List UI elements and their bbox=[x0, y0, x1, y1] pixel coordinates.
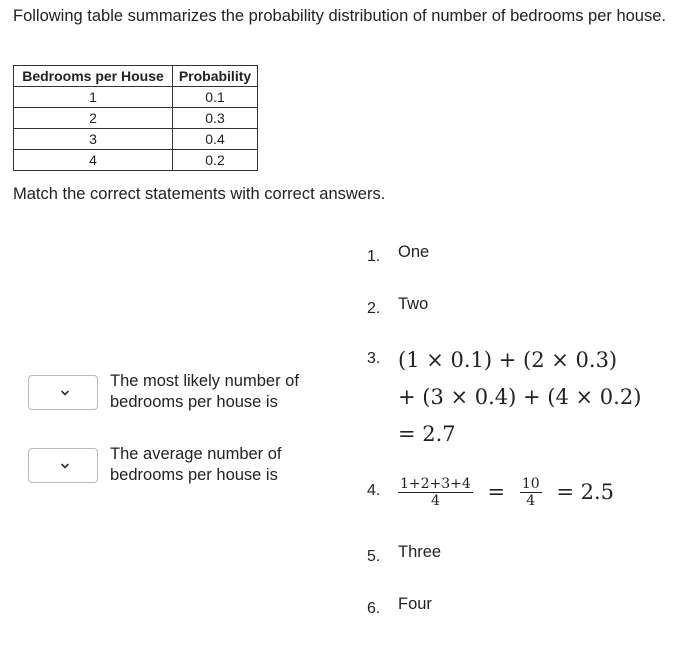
expression-line: = 2.7 bbox=[398, 422, 456, 446]
statement-average: The average number of bedrooms per house is bbox=[110, 445, 282, 484]
fraction-denominator: 4 bbox=[430, 493, 440, 509]
table-cell: 0.4 bbox=[173, 129, 258, 150]
fraction-numerator: 1+2+3+4 bbox=[400, 476, 471, 492]
option-expression bbox=[398, 476, 614, 509]
chevron-down-icon bbox=[60, 388, 70, 398]
chevron-down-icon bbox=[60, 461, 70, 471]
expression-line: + (3 × 0.4) + (4 × 0.2) bbox=[398, 385, 642, 409]
table-cell: 3 bbox=[14, 129, 173, 150]
table-cell: 1 bbox=[14, 87, 173, 108]
equals-sign: = bbox=[487, 480, 506, 504]
option-number: 2. bbox=[367, 300, 381, 317]
table-cell: 0.3 bbox=[173, 108, 258, 129]
table-header-row bbox=[14, 66, 258, 87]
option-text: Two bbox=[398, 295, 429, 313]
answer-dropdown-1[interactable] bbox=[28, 375, 98, 410]
option-number: 1. bbox=[367, 248, 381, 265]
question-intro: Following table summarizes the probability distribution of number of bedrooms per house. bbox=[13, 7, 666, 25]
answer-dropdown-2[interactable] bbox=[28, 448, 98, 483]
fraction-numerator: 10 bbox=[521, 476, 540, 492]
option-number: 5. bbox=[367, 548, 381, 565]
option-number: 4. bbox=[367, 482, 381, 499]
option-number: 6. bbox=[367, 600, 381, 617]
expression-line: (1 × 0.1) + (2 × 0.3) bbox=[398, 348, 618, 372]
table-cell: 0.1 bbox=[173, 87, 258, 108]
option-expression bbox=[398, 342, 641, 453]
statement-most-likely: The most likely number of bedrooms per house is bbox=[110, 372, 299, 411]
column-header-bedrooms: Bedrooms per House bbox=[14, 66, 173, 87]
option-text: One bbox=[398, 243, 430, 261]
option-text: Four bbox=[398, 595, 432, 613]
option-number: 3. bbox=[367, 350, 381, 367]
result-text: = 2.5 bbox=[556, 480, 614, 504]
match-instruction: Match the correct statements with correct answers. bbox=[13, 185, 386, 203]
option-text: Three bbox=[398, 543, 442, 561]
table-row bbox=[14, 129, 258, 150]
probability-table bbox=[13, 65, 258, 171]
table-cell: 0.2 bbox=[173, 150, 258, 171]
table-cell: 2 bbox=[14, 108, 173, 129]
fraction bbox=[520, 476, 542, 509]
table-cell: 4 bbox=[14, 150, 173, 171]
fraction-denominator: 4 bbox=[526, 493, 536, 509]
table-row bbox=[14, 87, 258, 108]
table-row bbox=[14, 108, 258, 129]
column-header-probability: Probability bbox=[173, 66, 258, 87]
fraction bbox=[398, 476, 473, 509]
table-row bbox=[14, 150, 258, 171]
